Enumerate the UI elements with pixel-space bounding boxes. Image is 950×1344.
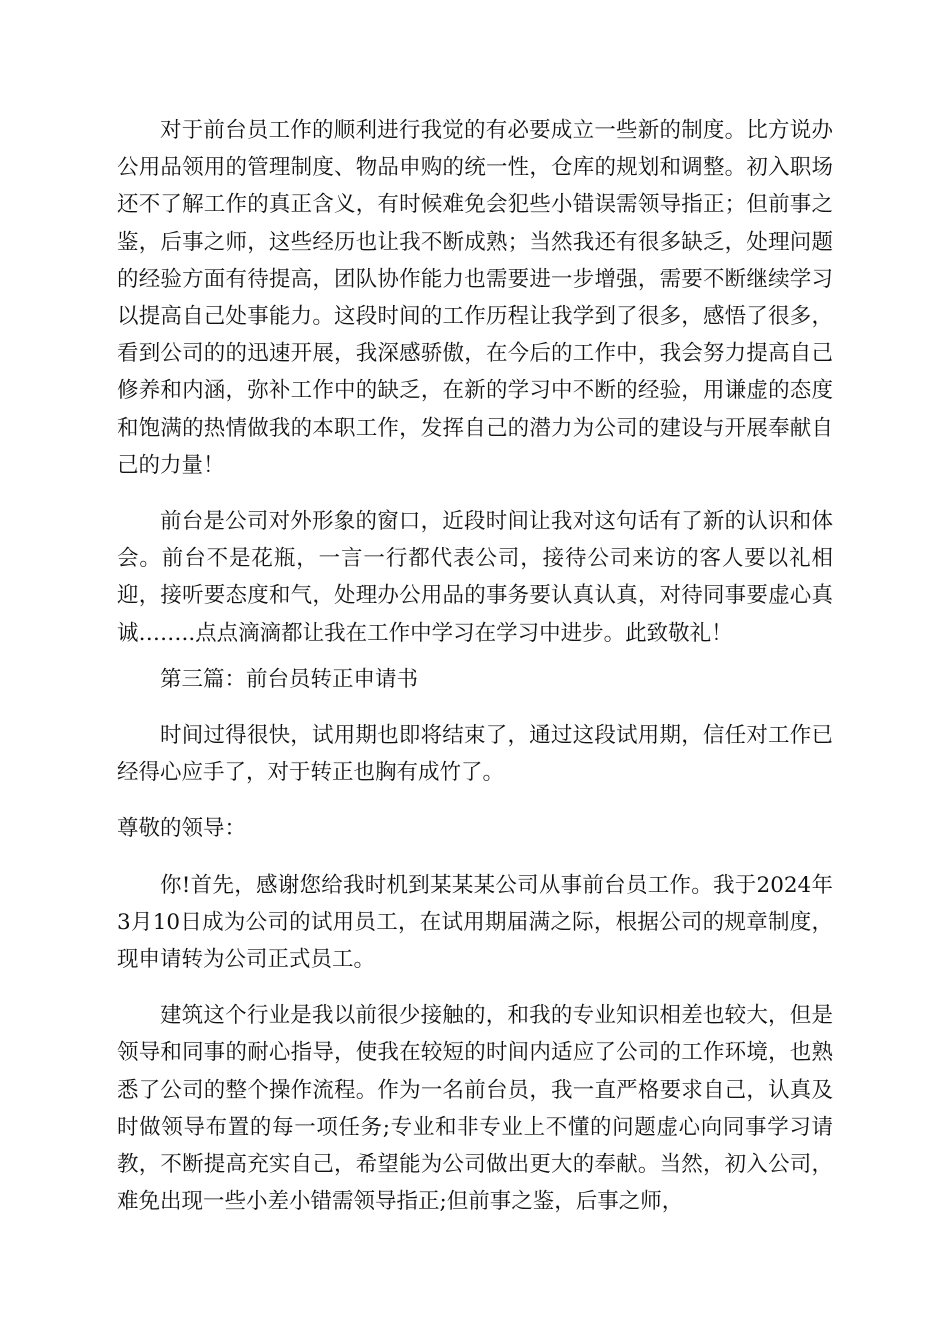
- paragraph: 建筑这个行业是我以前很少接触的，和我的专业知识相差也较大，但是领导和同事的耐心指导，使我在较短的时间内适应了公司的工作环境，也熟悉了公司的整个操作流程。作为一名前台员，我一直严格要求自己，认真及时做领导布置的每一项任务;专业和非专业上不懂的问题虚心向同事学习请教，不断提高充实自己，希望能为公司做出更大的奉献。当然，初入公司，难免出现一些小差小错需领导指正;但前事之鉴，后事之师，: [117, 1003, 833, 1215]
- salutation: 尊敬的领导：: [117, 816, 247, 842]
- paragraph: 时间过得很快，试用期也即将结束了，通过这段试用期，信任对工作已经得心应手了，对于转正也胸有成竹了。: [117, 723, 833, 786]
- paragraph: 对于前台员工作的顺利进行我觉的有必要成立一些新的制度。比方说办公用品领用的管理制度、物品申购的统一性，仓库的规划和调整。初入职场还不了解工作的真正含义，有时候难免会犯些小错误需领导指正；但前事之鉴，后事之师，这些经历也让我不断成熟；当然我还有很多缺乏，处理问题的经验方面有待提高，团队协作能力也需要进一步增强，需要不断继续学习以提高自己处事能力。这段时间的工作历程让我学到了很多，感悟了很多，看到公司的的迅速开展，我深感骄傲，在今后的工作中，我会努力提高自己修养和内涵，弥补工作中的缺乏，在新的学习中不断的经验，用谦虚的态度和饱满的热情做我的本职工作，发挥自己的潜力为公司的建设与开展奉献自己的力量！: [117, 118, 833, 478]
- paragraph: 前台是公司对外形象的窗口，近段时间让我对这句话有了新的认识和体会。前台不是花瓶，一言一行都代表公司，接待公司来访的客人要以礼相迎，接听要态度和气，处理办公用品的事务要认真认真，对待同事要虚心真诚……..点点滴滴都让我在工作中学习在学习中进步。此致敬礼！: [117, 509, 833, 646]
- document-body: [117, 112, 833, 1220]
- paragraph: 你!首先，感谢您给我时机到某某某公司从事前台员工作。我于2024年3月10日成为公司的试用员工，在试用期届满之际，根据公司的规章制度，现申请转为公司正式员工。: [117, 872, 833, 973]
- section-heading: 第三篇：前台员转正申请书: [160, 666, 419, 692]
